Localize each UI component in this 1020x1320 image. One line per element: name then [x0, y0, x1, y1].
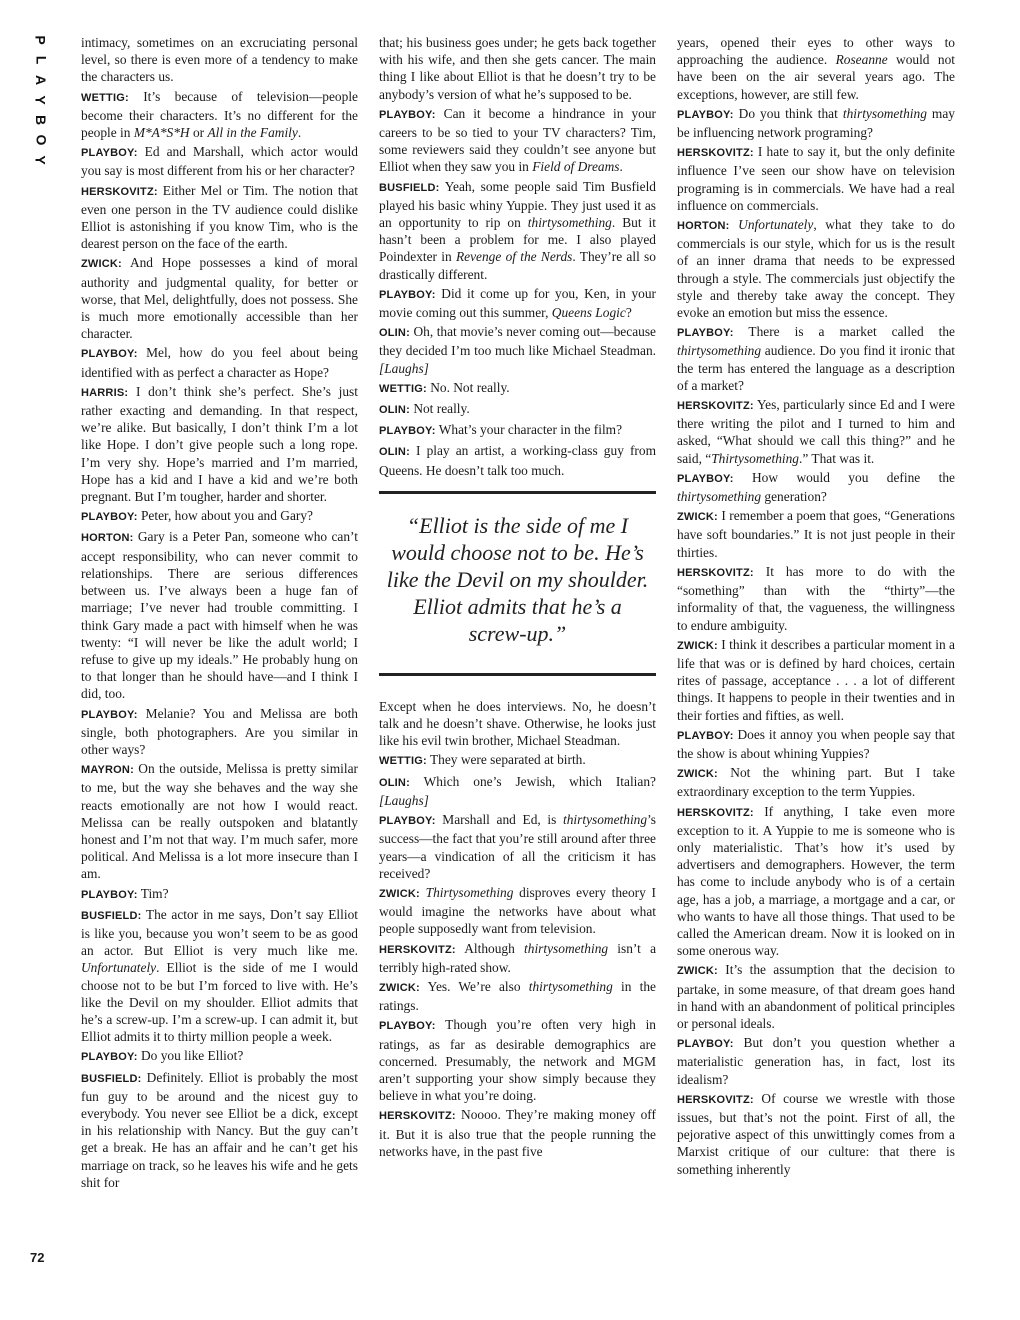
interview-paragraph [677, 143, 955, 214]
paragraph-text: Mel, how do you feel about being identified with as perfect a character as Hope? [81, 345, 358, 380]
paragraph-text: Though you’re often very high in ratings, as far as desirable demographics are concerned. Presumably, the network and MGM aren’t supporting your show simply because they believe in what you’re doing. [379, 1017, 656, 1104]
speaker-label: OLIN: [379, 327, 410, 340]
interview-paragraph [677, 323, 955, 394]
speaker-label: OLIN: [379, 776, 410, 789]
brand-letter: Y [33, 155, 49, 165]
interview-paragraph [81, 906, 358, 1046]
interview-paragraph [379, 400, 656, 419]
interview-paragraph [379, 105, 656, 176]
speaker-label: PLAYBOY: [379, 108, 436, 121]
interview-paragraph [677, 764, 955, 800]
brand-letter: A [33, 74, 49, 86]
paragraph-text: I remember a poem that goes, “Generations have soft boundaries.” It is not just people in their thirties. [677, 508, 955, 560]
paragraph-text: intimacy, sometimes on an excruciating personal level, so there is even more of a tendency to make the characters us. [81, 35, 358, 85]
article-column-2 [379, 34, 656, 1274]
interview-paragraph [379, 34, 656, 103]
interview-paragraph [81, 254, 358, 342]
interview-paragraph [81, 182, 358, 253]
interview-paragraph [81, 507, 358, 526]
speaker-label: WETTIG: [81, 91, 129, 104]
speaker-label: MAYRON: [81, 764, 134, 777]
speaker-label: HORTON: [677, 220, 730, 233]
speaker-label: ZWICK: [677, 965, 718, 978]
interview-paragraph [81, 143, 358, 179]
column-2-top-text [379, 34, 656, 479]
paragraph-text: Gary is a Peter Pan, someone who can’t accept responsibility, who can never commit to relationships. There are serious differences between us. I’ve always been a huge fan of marriage; I’ve never had trouble committing. I think Gary made a pact with himself when he was twenty: “I will never be like the adult world; I refuse to give up my ideals.” He probably hung on to that longer than he should have—and I think I did, too. [81, 529, 358, 702]
paragraph-text: Not really. [413, 401, 470, 417]
paragraph-text: Do you think that thirtysomething may be influencing network programing? [677, 105, 955, 141]
speaker-label: WETTIG: [379, 755, 427, 768]
paragraph-text: Melanie? You and Melissa are both single, both photographers. Are you similar in other ways? [81, 705, 358, 757]
paragraph-text: Of course we wrestle with those issues, but that’s not the point. First of all, the pejorative aspect of this unwittingly comes from a Marxist critique of our culture: that there is something inherently [677, 1090, 955, 1177]
paragraph-text: If anything, I take even more exception to it. A Yuppie to me is someone who is only materialistic. That’s how it’s used by advertisers and demographers. However, the term has come to include anybody who is of a certain age, has a job, a marriage, a mortgage and a car, or who wants to have all those things. That used to be called the American dream. Now it is looked on in some onerous way. [677, 803, 955, 959]
paragraph-text: I think it describes a particular moment in a life that was or is defined by hard choices, certain rites of passage, acceptance . . . a lot of different things. It happens to people in their twenties and in their forties and fifties, as well. [677, 636, 955, 723]
speaker-label: ZWICK: [677, 639, 718, 652]
paragraph-text: And Hope possesses a kind of moral authority and judgmental quality, for better or worse, that Mel, delightfully, does not possess. She is much more emotionally accessible than her character. [81, 255, 358, 342]
interview-paragraph [677, 34, 955, 103]
speaker-label: PLAYBOY: [81, 888, 138, 901]
speaker-label: PLAYBOY: [81, 708, 138, 721]
paragraph-text: Except when he does interviews. No, he doesn’t talk and he doesn’t shave. Otherwise, he looks just like his evil twin brother, Michael Steadman. [379, 698, 656, 749]
page-number: 72 [30, 1250, 45, 1265]
paragraph-text: Do you like Elliot? [140, 1048, 244, 1064]
speaker-label: PLAYBOY: [81, 147, 138, 160]
pull-quote: “Elliot is the side of me I would choose not to be. He’s like the Devil on my shoulder. Elliot admits that he’s a screw-up.” [379, 491, 656, 676]
paragraph-text: years, opened their eyes to other ways to approaching the audience. Roseanne would not have been on the air several years ago. The exceptions, however, are still few. [677, 35, 955, 102]
speaker-label: PLAYBOY: [677, 472, 734, 485]
interview-paragraph [379, 811, 656, 882]
speaker-label: HERSKOVITZ: [379, 943, 456, 956]
paragraph-text: Does it annoy you when people say that the show is about whining Yuppies? [677, 726, 955, 761]
paragraph-text: I don’t think she’s perfect. She’s just rather exacting and demanding. In that respect, we’re alike. But basically, I don’t think I’m a lot like Hope. I don’t give people such a long rope. I’m very shy. Hope’s married and I’m married, Hope has a kid and I have a kid and we’re both pregnant. But I’m tougher, harder and shorter. [81, 383, 358, 505]
speaker-label: HARRIS: [81, 386, 129, 399]
interview-paragraph [379, 421, 656, 440]
interview-paragraph [379, 698, 656, 750]
paragraph-text: On the outside, Melissa is pretty similar to me, but the way she behaves and the way she reacts emotionally are not how I would react. Melissa can be really outspoken and blatantly honest and I’m not that way. I’m much safer, more political. And Melissa is a lot more insecure than I am. [81, 761, 358, 882]
interview-paragraph [677, 1090, 955, 1178]
speaker-label: PLAYBOY: [379, 288, 436, 301]
paragraph-text: What’s your character in the film? [438, 422, 623, 438]
speaker-label: HERSKOVITZ: [379, 1110, 456, 1123]
speaker-label: HERSKOVITZ: [677, 147, 754, 160]
brand-letter: P [33, 35, 49, 45]
magazine-name-vertical [28, 30, 54, 170]
speaker-label: HORTON: [81, 532, 134, 545]
speaker-label: WETTIG: [379, 382, 427, 395]
paragraph-text: But don’t you question whether a materialistic generation has, in fact, lost its idealism? [677, 1035, 955, 1087]
speaker-label: PLAYBOY: [81, 1051, 138, 1064]
paragraph-text: It’s because of television—people become their characters. It’s no different for the people in M*A*S*H or All in the Family. [81, 88, 358, 141]
speaker-label: HERSKOVITZ: [677, 806, 754, 819]
speaker-label: PLAYBOY: [677, 1038, 734, 1051]
paragraph-text: Thirtysomething disproves every theory I would imagine the networks have about what people supposedly want from television. [379, 884, 656, 937]
paragraph-text: There is a market called the thirtysomething audience. Do you find it ironic that the term has entered the language as a description of a market? [677, 324, 955, 393]
speaker-label: ZWICK: [677, 511, 718, 524]
speaker-label: HERSKOVITZ: [677, 566, 754, 579]
interview-paragraph [379, 884, 656, 938]
interview-paragraph [677, 396, 955, 467]
interview-paragraph [379, 442, 656, 478]
interview-paragraph [81, 1047, 358, 1066]
paragraph-text: Not the whining part. But I take extraordinary exception to the term Yuppies. [677, 765, 955, 800]
speaker-label: HERSKOVITZ: [677, 1093, 754, 1106]
speaker-label: HERSKOVITZ: [677, 400, 754, 413]
interview-paragraph [81, 885, 358, 904]
interview-paragraph [379, 379, 656, 398]
interview-paragraph [81, 528, 358, 702]
speaker-label: ZWICK: [677, 768, 718, 781]
speaker-label: BUSFIELD: [81, 909, 142, 922]
paragraph-text: It’s the assumption that the decision to partake, in some measure, of that dream goes hand in hand with an abandonment of political principles or personal ideals. [677, 962, 955, 1031]
interview-paragraph [81, 383, 358, 505]
interview-paragraph [677, 105, 955, 141]
interview-paragraph [379, 1016, 656, 1104]
speaker-label: PLAYBOY: [677, 729, 734, 742]
interview-paragraph [379, 178, 656, 283]
speaker-label: PLAYBOY: [677, 327, 734, 340]
paragraph-text: Peter, how about you and Gary? [140, 508, 313, 524]
column-2-bottom-text [379, 698, 656, 1160]
speaker-label: PLAYBOY: [379, 1020, 436, 1033]
interview-paragraph [81, 705, 358, 759]
paragraph-text: They were separated at birth. [429, 752, 586, 768]
paragraph-text: that; his business goes under; he gets back together with his wife, and then she gets cancer. The main thing I like about Elliot is that he doesn’t try to be anybody’s version of what he’s supposed to be. [379, 35, 656, 102]
paragraph-text: Yes. We’re also thirtysomething in the ratings. [379, 978, 656, 1014]
paragraph-text: Marshall and Ed, is thirtysomething’s success—the fact that you’re still around after three years—a vindication of all the criticism it has received? [379, 812, 656, 881]
interview-paragraph [677, 1034, 955, 1088]
speaker-label: ZWICK: [81, 258, 122, 271]
interview-paragraph [81, 1069, 358, 1191]
article-column-3 [677, 34, 955, 1274]
paragraph-text: Which one’s Jewish, which Italian? [Laughs] [379, 773, 656, 808]
speaker-label: ZWICK: [379, 981, 420, 994]
paragraph-text: Ed and Marshall, which actor would you say is most different from his or her character? [81, 144, 358, 179]
speaker-label: BUSFIELD: [379, 181, 440, 194]
paragraph-text: I hate to say it, but the only definite influence I’ve seen our show have on television programing is in commercials. We have had a real influence on commercials. [677, 144, 955, 213]
paragraph-text: Did it come up for you, Ken, in your movie coming out this summer, Queens Logic? [379, 285, 656, 321]
speaker-label: ZWICK: [379, 887, 420, 900]
interview-paragraph [677, 507, 955, 561]
speaker-label: HERSKOVITZ: [81, 185, 158, 198]
interview-paragraph [379, 751, 656, 770]
interview-paragraph [677, 563, 955, 634]
interview-paragraph [677, 803, 955, 960]
paragraph-text: Definitely. Elliot is probably the most fun guy to be around and the nicest guy to everybody. You never see Elliot be a dick, except in his relationship with Nancy. But the guy can’t get a break. He has an affair and he can’t get his marriage on track, so he leaves his wife and he gets shit for [81, 1069, 358, 1190]
interview-paragraph [81, 88, 358, 142]
interview-paragraph [379, 773, 656, 809]
paragraph-text: It has more to do with the “something” than with the “thirty”—the informality of that, the vagueness, the willingness to endure ambiguity. [677, 563, 955, 633]
paragraph-text: Either Mel or Tim. The notion that even one person in the TV audience could dislike Elliot is astonishing if you know Tim, who is the dearest person on the face of the earth. [81, 182, 358, 252]
interview-paragraph [677, 636, 955, 724]
paragraph-text: I play an artist, a working-class guy from Queens. He doesn’t talk too much. [379, 443, 656, 478]
brand-letter: Y [33, 95, 49, 105]
brand-letter: O [32, 134, 49, 146]
speaker-label: PLAYBOY: [379, 815, 436, 828]
speaker-label: PLAYBOY: [677, 108, 734, 121]
paragraph-text: Unfortunately, what they take to do commercials is our style, which for us is the result of an inner drama that needs to be expressed through a style. The commercials just objectify the style and thereby take away the concept. They evoke an emotion but miss the essence. [677, 217, 955, 321]
interview-paragraph [677, 726, 955, 762]
interview-paragraph [677, 961, 955, 1032]
interview-paragraph [379, 978, 656, 1014]
paragraph-text: No. Not really. [430, 379, 510, 395]
paragraph-text: The actor in me says, Don’t say Elliot is like you, because you won’t seem to be as good an actor. But Elliot is very much like me. Unfortunately. Elliot is the side of me I would choose not to be but I’m forced to live with. He’s like the Devil on my shoulder. Elliot admits that he’s a screw-up. I’m a screw-up. I can admit it, but Elliot admits it to thirty million people a week. [81, 906, 358, 1045]
interview-paragraph [677, 469, 955, 505]
paragraph-text: Can it become a hindrance in your careers to be so tied to your TV characters? Tim, some reviewers said they couldn’t see anyone but Elliot when they saw you in Field of Dreams. [379, 105, 656, 175]
interview-paragraph [379, 323, 656, 377]
paragraph-text: Yeah, some people said Tim Busfield played his basic whiny Yuppie. They just used it as an opportunity to rip on thirtysomething. But it hasn’t been a problem for me. I also played Poindexter in Revenge of the Nerds. They’re all so drastically different. [379, 178, 656, 282]
article-column-1 [81, 34, 358, 1274]
speaker-label: BUSFIELD: [81, 1072, 142, 1085]
speaker-label: OLIN: [379, 446, 410, 459]
speaker-label: PLAYBOY: [81, 511, 138, 524]
interview-paragraph [81, 344, 358, 380]
speaker-label: PLAYBOY: [81, 348, 138, 361]
paragraph-text: Although thirtysomething isn’t a terribly high-rated show. [379, 940, 656, 975]
interview-paragraph [81, 760, 358, 882]
paragraph-text: Tim? [140, 885, 169, 901]
interview-paragraph [677, 216, 955, 321]
paragraph-text: How would you define the thirtysomething generation? [677, 469, 955, 505]
speaker-label: OLIN: [379, 404, 410, 417]
paragraph-text: Oh, that movie’s never coming out—because they decided I’m too much like Michael Steadman. [Laughs] [379, 324, 656, 376]
brand-letter: B [33, 114, 49, 126]
speaker-label: PLAYBOY: [379, 425, 436, 438]
interview-paragraph [81, 34, 358, 86]
paragraph-text: Yes, particularly since Ed and I were there writing the pilot and I turned to him and asked, “What should we call this thing?” and he said, “Thirtysomething.” That was it. [677, 397, 955, 466]
paragraph-text: Noooo. They’re making money off it. But it is also true that the people running the networks have, in the past five [379, 1107, 656, 1159]
interview-paragraph [379, 1106, 656, 1160]
brand-letter: L [33, 55, 49, 65]
interview-paragraph [379, 940, 656, 976]
interview-paragraph [379, 285, 656, 321]
